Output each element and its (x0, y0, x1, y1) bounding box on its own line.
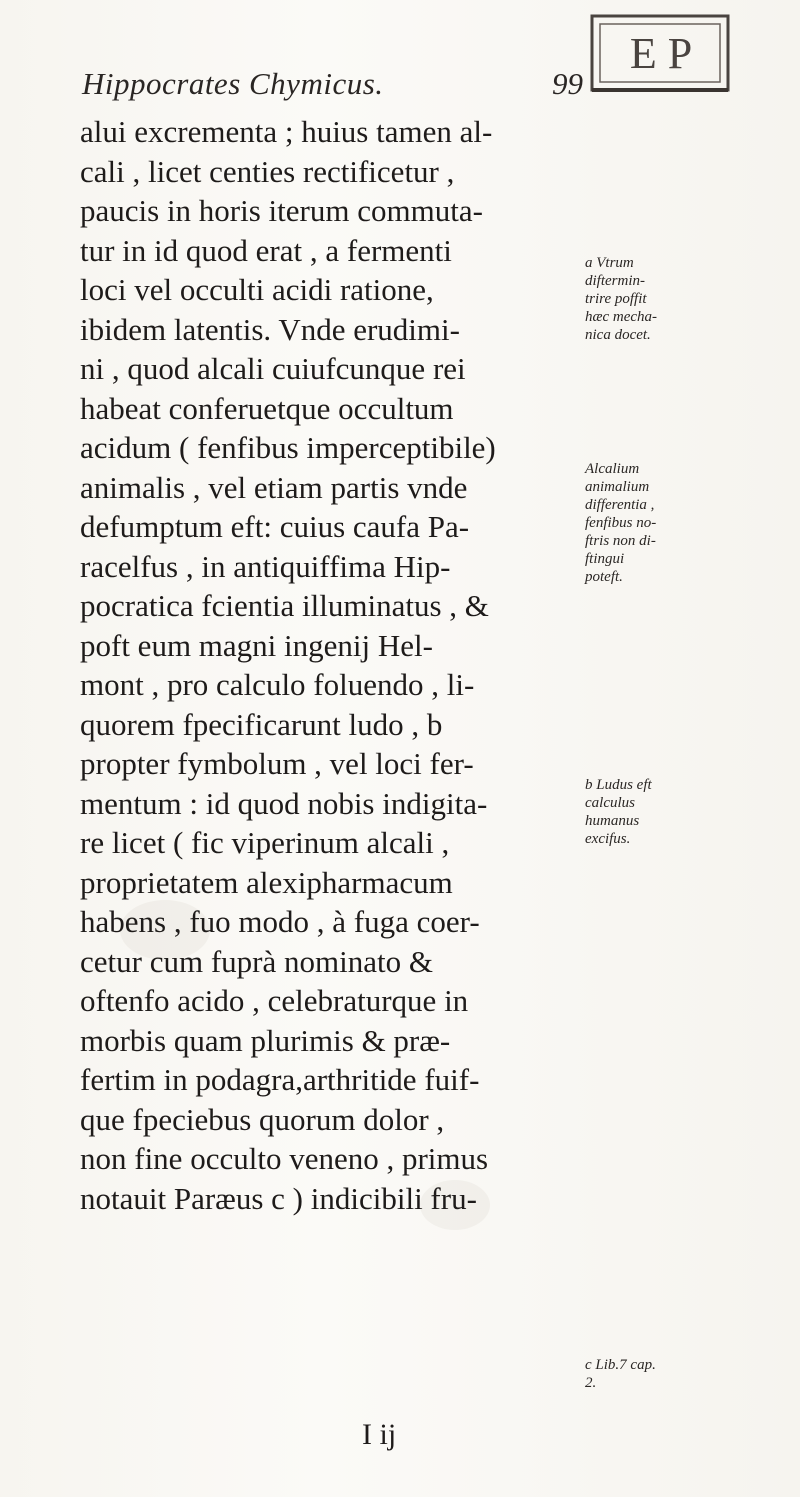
body-line: loci vel occulti acidi ratione, (80, 272, 434, 307)
body-line: racelfus , in antiquiffima Hip- (80, 548, 451, 584)
marginal-note-line: animalium (585, 479, 650, 495)
body-line: habens , fuo modo , à fuga coer- (80, 904, 480, 939)
body-line: tur in id quod erat , a fermenti (80, 232, 452, 268)
body-line: poft eum magni ingenij Hel- (80, 627, 433, 663)
marginal-note-line: diftermin- (585, 273, 645, 289)
marginal-note-line: hæc mecha- (585, 309, 658, 325)
body-line: que fpeciebus quorum dolor , (80, 1101, 445, 1137)
body-line: fertim in podagra,arthritide fuif- (80, 1062, 480, 1097)
body-line: morbis quam plurimis & præ- (80, 1022, 451, 1058)
marginal-note-line: humanus (585, 813, 640, 829)
library-stamp-letters: E P (629, 29, 693, 78)
marginal-note-line: ftris non di- (585, 533, 656, 549)
marginal-note-line: differentia , (585, 497, 655, 513)
library-stamp (588, 10, 734, 96)
running-head (82, 66, 582, 110)
body-line: mont , pro calculo foluendo , li- (80, 667, 475, 702)
body-line: paucis in horis iterum commuta- (80, 193, 483, 228)
body-line: re licet ( fic viperinum alcali , (80, 825, 450, 860)
body-line: animalis , vel etiam partis vnde (80, 469, 468, 505)
body-line: alui excrementa ; huius tamen al- (80, 114, 493, 149)
marginal-note-a (585, 254, 745, 344)
marginal-note-line: a Vtrum (585, 255, 634, 271)
marginal-note-line: poteft. (585, 569, 623, 585)
marginal-note-line: calculus (585, 795, 635, 811)
running-title: Hippocrates Chymicus. (82, 66, 384, 101)
page-number: 99 (552, 66, 583, 101)
catchword: I ij (362, 1418, 397, 1451)
body-line: ibidem latentis. Vnde erudimi- (80, 311, 460, 347)
marginal-note-c (585, 1356, 745, 1392)
body-line: pocratica fcientia illuminatus , & (80, 588, 489, 623)
body-text (80, 112, 582, 1218)
body-line: propter fymbolum , vel loci fer- (80, 746, 474, 781)
marginal-note-line: trire poffit (585, 291, 647, 307)
marginal-note-b (585, 776, 745, 848)
body-line: non fine occulto veneno , primus (80, 1141, 489, 1176)
body-line: mentum : id quod nobis indigita- (80, 785, 488, 821)
body-line: defumptum eft: cuius caufa Pa- (80, 509, 470, 544)
marginal-note-line: b Ludus eft (585, 777, 652, 793)
body-line: quorem fpecificarunt ludo , b (80, 706, 443, 742)
marginal-note-line: excifus. (585, 831, 631, 847)
body-line: ni , quod alcali cuiufcunque rei (80, 351, 466, 386)
marginal-note-line: 2. (585, 1375, 597, 1391)
body-line: oftenfo acido , celebraturque in (80, 983, 469, 1018)
body-line: habeat conferuetque occultum (80, 390, 454, 426)
marginal-note-line: ftingui (585, 551, 625, 567)
marginal-note-line: nica docet. (585, 327, 651, 343)
body-line: acidum ( fenfibus imperceptibile) (80, 430, 496, 465)
body-line: cetur cum fuprà nominato & (80, 943, 433, 979)
marginal-note-alcalium (585, 460, 745, 586)
body-line: notauit Paræus c ) indicibili fru- (80, 1180, 477, 1216)
library-stamp-icon (588, 10, 734, 96)
body-line: cali , licet centies rectificetur , (80, 153, 455, 189)
marginal-note-line: fenfibus no- (585, 515, 657, 531)
marginal-note-line: c Lib.7 cap. (585, 1357, 656, 1373)
body-line: proprietatem alexipharmacum (80, 864, 453, 900)
marginal-note-line: Alcalium (585, 461, 640, 477)
